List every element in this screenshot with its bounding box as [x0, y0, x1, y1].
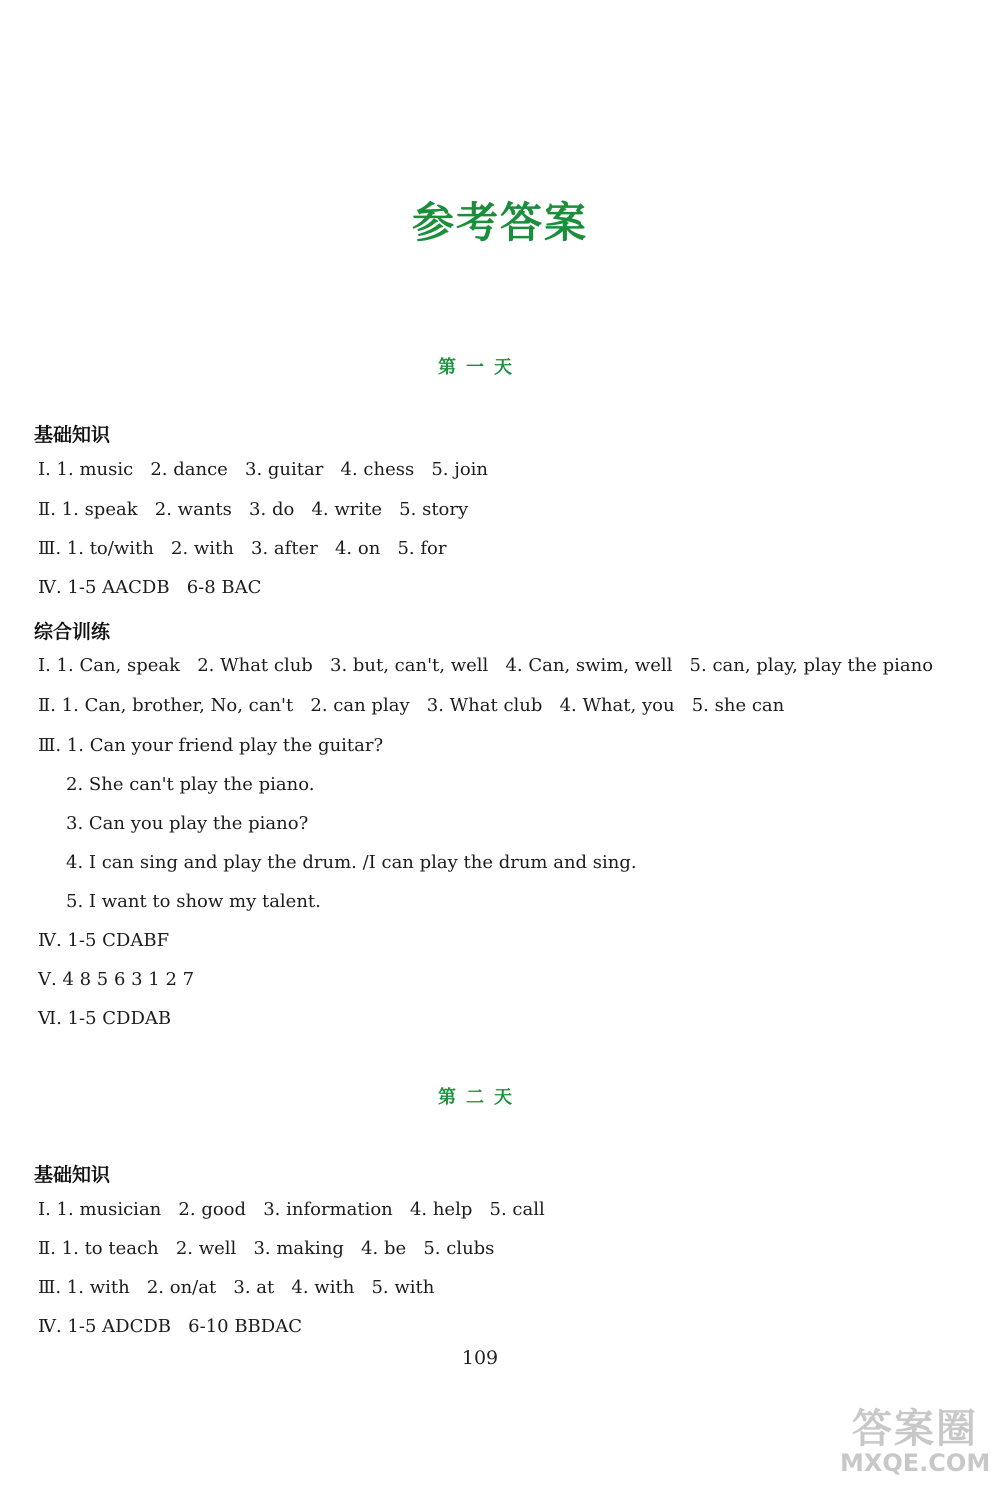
- watermark-bottom-text: MXQE.COM: [840, 1449, 991, 1477]
- answer-line: Ⅲ. 1. Can your friend play the guitar?: [38, 735, 384, 756]
- answer-line: Ⅰ. 1. musician 2. good 3. information 4. help 5. call: [38, 1199, 545, 1220]
- answer-sub-line: 5. I want to show my talent.: [66, 891, 321, 912]
- page-title: 参考答案: [411, 198, 588, 247]
- day-1-basic-heading: 基础知识: [34, 424, 111, 446]
- answer-line: Ⅵ. 1-5 CDDAB: [38, 1008, 172, 1029]
- answer-line: Ⅱ. 1. to teach 2. well 3. making 4. be 5. clubs: [38, 1238, 495, 1259]
- page-number: 109: [461, 1347, 499, 1369]
- answer-line: Ⅰ. 1. music 2. dance 3. guitar 4. chess 5. join: [38, 459, 489, 480]
- answer-sub-line: 4. I can sing and play the drum. /I can play the drum and sing.: [66, 852, 637, 873]
- day-1-comprehensive-heading: 综合训练: [34, 621, 111, 643]
- day-1-heading: 第一天: [438, 357, 522, 378]
- day-2-heading: 第二天: [438, 1087, 522, 1108]
- answer-line: Ⅲ. 1. with 2. on/at 3. at 4. with 5. with: [38, 1277, 435, 1298]
- answer-line: Ⅲ. 1. to/with 2. with 3. after 4. on 5. for: [38, 538, 447, 559]
- answer-sub-line: 3. Can you play the piano?: [66, 813, 309, 834]
- answer-line: Ⅳ. 1-5 ADCDB 6-10 BBDAC: [38, 1316, 302, 1337]
- answer-line: Ⅱ. 1. speak 2. wants 3. do 4. write 5. story: [38, 499, 469, 520]
- watermark-top-text: 答案圈: [852, 1406, 978, 1452]
- watermark-logo: [840, 1397, 990, 1487]
- answer-sub-line: 2. She can't play the piano.: [66, 774, 315, 795]
- answer-line: Ⅰ. 1. Can, speak 2. What club 3. but, can't, well 4. Can, swim, well 5. can, play, play the piano: [38, 655, 934, 676]
- answer-line: Ⅳ. 1-5 AACDB 6-8 BAC: [38, 577, 262, 598]
- answer-line: Ⅱ. 1. Can, brother, No, can't 2. can play 3. What club 4. What, you 5. she can: [38, 695, 785, 716]
- day-2-basic-heading: 基础知识: [34, 1164, 111, 1186]
- answer-line: Ⅴ. 4 8 5 6 3 1 2 7: [38, 969, 195, 990]
- answer-line: Ⅳ. 1-5 CDABF: [38, 930, 170, 951]
